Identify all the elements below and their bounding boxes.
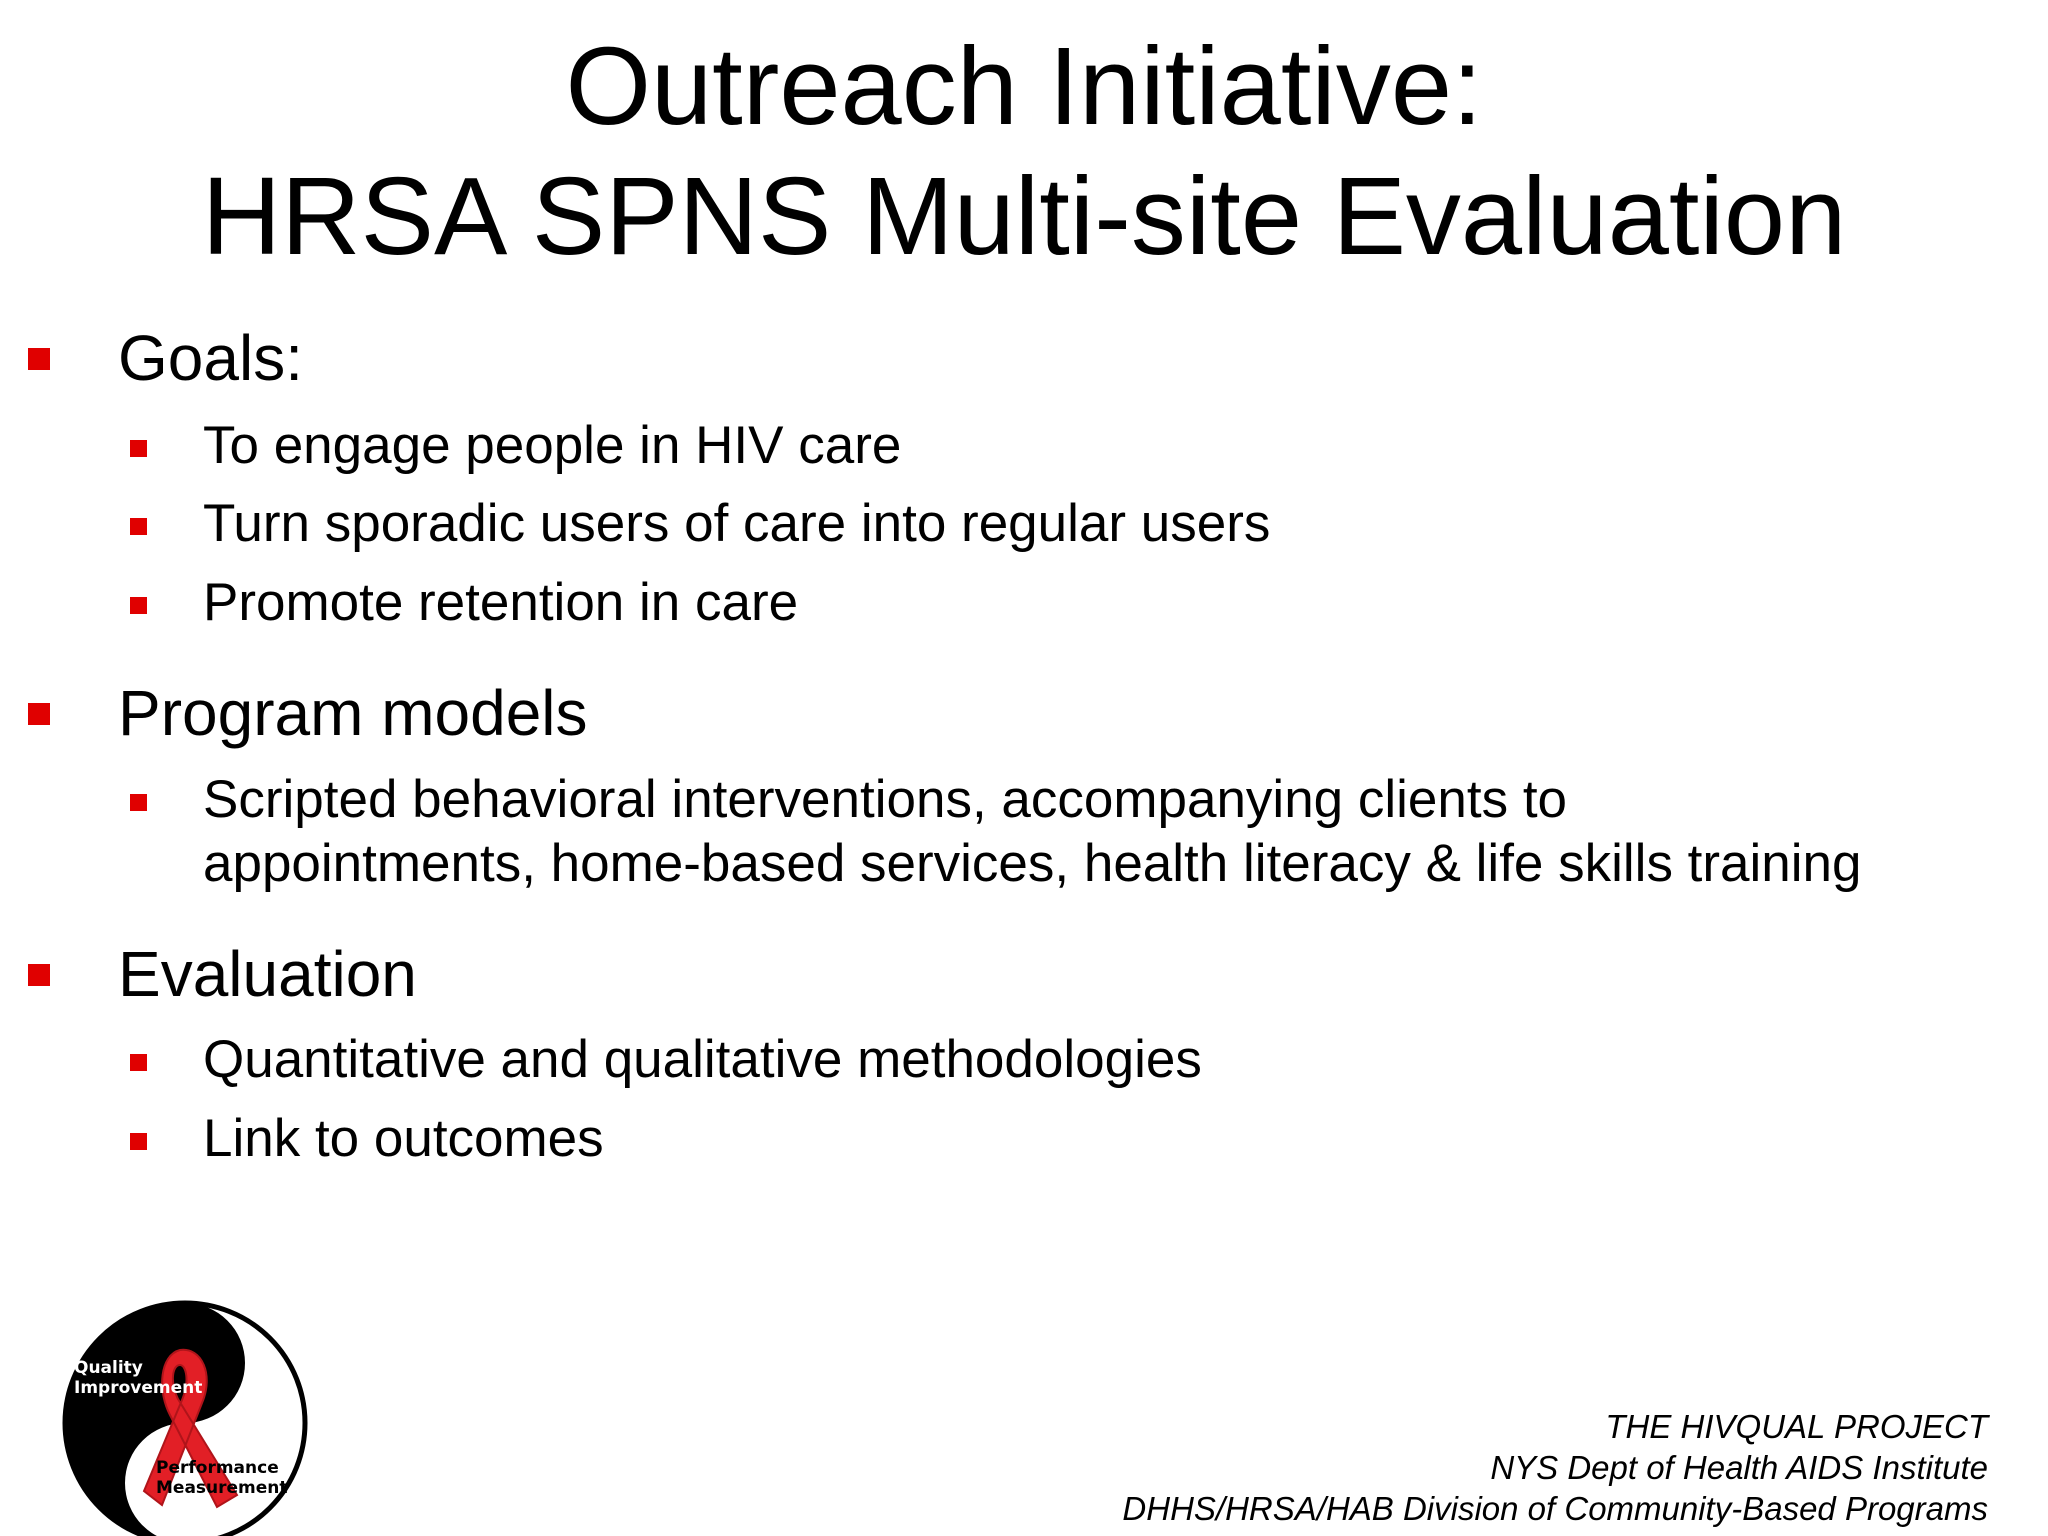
list-item bbox=[130, 492, 1270, 556]
list-item-text: Quantitative and qualitative methodologies bbox=[203, 1030, 1202, 1089]
list-item bbox=[130, 768, 1567, 832]
footer-line-3: DHHS/HRSA/HAB Division of Community-Based Programs bbox=[1122, 1490, 1988, 1527]
list-item-text: To engage people in HIV care bbox=[203, 416, 902, 475]
slide-title-line-2: HRSA SPNS Multi-site Evaluation bbox=[201, 155, 1847, 278]
footer-line-1: THE HIVQUAL PROJECT bbox=[1605, 1408, 1988, 1445]
list-item bbox=[130, 1028, 1202, 1092]
list-item-text: Turn sporadic users of care into regular users bbox=[203, 494, 1271, 553]
section-goals bbox=[28, 318, 303, 398]
bullet-marker bbox=[130, 440, 147, 457]
bullet-marker bbox=[28, 703, 50, 725]
hivqual-logo bbox=[52, 1295, 322, 1536]
bullet-marker bbox=[130, 794, 147, 811]
logo-text-measurement: Measurement bbox=[156, 1478, 288, 1498]
bullet-marker bbox=[130, 1133, 147, 1150]
bullet-marker bbox=[28, 964, 50, 986]
bullet-marker bbox=[28, 348, 50, 370]
list-item-text: Scripted behavioral interventions, accompanying clients to bbox=[203, 770, 1568, 829]
section-heading-program-models: Program models bbox=[118, 677, 588, 749]
section-program-models bbox=[28, 673, 588, 753]
logo-text-improvement: Improvement bbox=[74, 1378, 203, 1398]
list-item-text: Link to outcomes bbox=[203, 1109, 604, 1168]
list-item bbox=[130, 571, 798, 635]
bullet-marker bbox=[130, 597, 147, 614]
section-evaluation bbox=[28, 934, 417, 1014]
list-item-continuation bbox=[130, 832, 1862, 896]
list-item bbox=[130, 414, 901, 478]
list-item-text: Promote retention in care bbox=[203, 573, 799, 632]
list-item bbox=[130, 1107, 604, 1171]
footer-credits bbox=[1122, 1406, 1988, 1529]
bullet-marker bbox=[130, 1054, 147, 1071]
bullet-marker bbox=[130, 518, 147, 535]
footer-line-2: NYS Dept of Health AIDS Institute bbox=[1490, 1449, 1988, 1486]
section-heading-evaluation: Evaluation bbox=[118, 938, 417, 1010]
section-heading-goals: Goals: bbox=[118, 322, 303, 394]
slide-title-line-1: Outreach Initiative: bbox=[565, 25, 1483, 148]
logo-text-performance: Performance bbox=[156, 1458, 279, 1478]
logo-text-quality: Quality bbox=[74, 1358, 143, 1378]
list-item-text: appointments, home-based services, health literacy & life skills training bbox=[203, 834, 1862, 893]
